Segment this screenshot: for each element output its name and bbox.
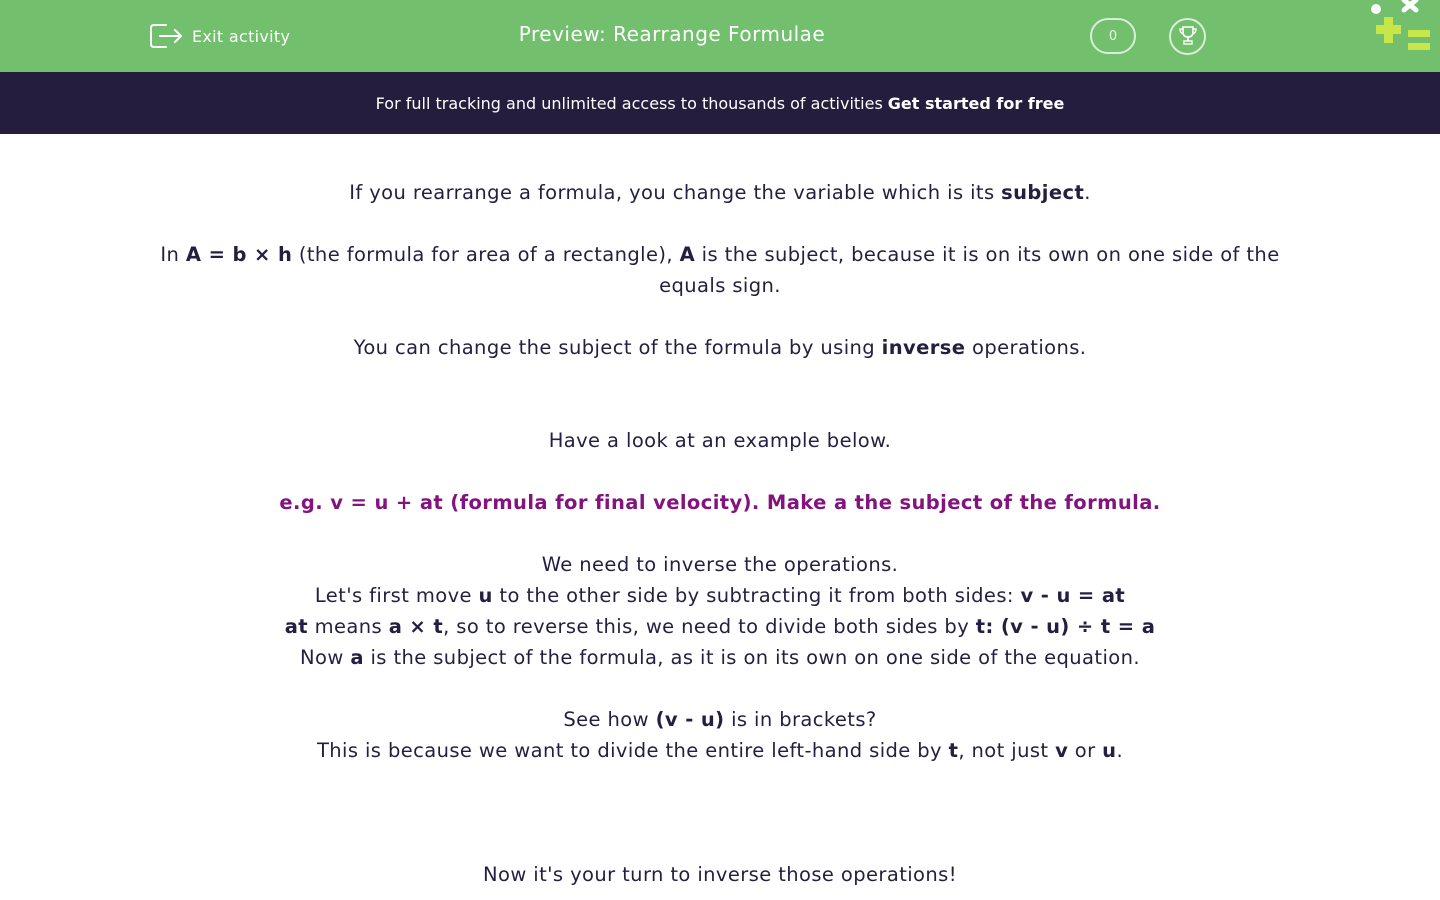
example-question: e.g. v = u + at (formula for final velocity). Make a the subject of the formula.	[279, 491, 1161, 514]
inverse-paragraph: You can change the subject of the formula by using inverse operations.	[353, 336, 1087, 359]
trophy-button[interactable]	[1169, 18, 1206, 55]
lesson-content	[150, 177, 1290, 890]
trophy-icon	[1177, 24, 1199, 50]
step-line-4: Now a is the subject of the formula, as it is on its own on one side of the equation.	[300, 646, 1140, 669]
subject-explanation: In A = b × h (the formula for area of a rectangle), A is the subject, because it is on its own on one side of the equals sign.	[160, 243, 1280, 297]
intro-paragraph: If you rearrange a formula, you change the variable which is its subject.	[349, 181, 1091, 204]
step-line-1: We need to inverse the operations.	[541, 553, 899, 576]
brackets-reason: This is because we want to divide the entire left-hand side by t, not just v or u.	[316, 739, 1124, 762]
step-line-3: at means a × t, so to reverse this, we need to divide both sides by t: (v - u) ÷ t = a	[284, 615, 1156, 638]
page-title: Preview: Rearrange Formulae	[518, 22, 826, 46]
brackets-line: See how (v - u) is in brackets?	[563, 708, 877, 731]
promo-text: For full tracking and unlimited access to thousands of activities	[375, 93, 883, 113]
top-bar	[0, 0, 1440, 72]
promo-banner	[0, 72, 1440, 134]
example-intro: Have a look at an example below.	[548, 429, 892, 452]
edplace-logo-icon	[1364, 0, 1440, 60]
closing-prompt: Now it's your turn to inverse those operations!	[483, 863, 957, 886]
score-badge: 0	[1090, 18, 1136, 54]
get-started-link[interactable]: Get started for free	[887, 93, 1065, 113]
exit-activity-label: Exit activity	[192, 26, 291, 46]
step-line-2: Let's first move u to the other side by subtracting it from both sides: v - u = at	[314, 584, 1126, 607]
